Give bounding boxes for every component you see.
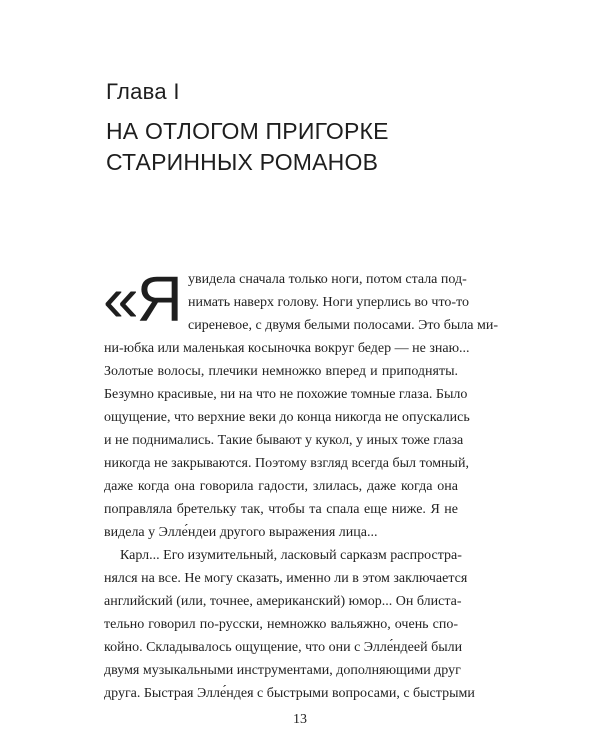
text-line: койно. Складывалось ощущение, что они с Элле́ндеей были xyxy=(104,640,463,655)
text-line: друга. Быстрая Элле́ндея с быстрыми вопросами, с быстрыми xyxy=(104,686,475,701)
chapter-title: НА ОТЛОГОМ ПРИГОРКЕ СТАРИННЫХ РОМАНОВ xyxy=(106,118,389,175)
page-number: 13 xyxy=(293,712,307,727)
text-line: ни-юбка или маленькая косыночка вокруг бедер — не знаю... xyxy=(104,341,470,356)
text-line: нялся на все. Не могу сказать, именно ли в этом заключается xyxy=(104,571,468,586)
text-line: ощущение, что верхние веки до конца никогда не опускались xyxy=(104,410,470,425)
text-line: английский (или, точнее, американский) юмор... Он блиста- xyxy=(104,594,462,609)
text-line: двумя музыкальными инструментами, дополняющими друг xyxy=(104,663,461,678)
text-line: Золотые волосы, плечики немножко вперед и приподняты. xyxy=(104,364,458,379)
text-line: тельно говорил по-русски, немножко вальяжно, очень спо- xyxy=(104,617,458,632)
text-line: увидела сначала только ноги, потом стала под- xyxy=(188,272,467,287)
chapter-label: Глава I xyxy=(106,79,180,104)
drop-cap: «Я xyxy=(103,263,181,335)
text-line: видела у Элле́ндеи другого выражения лица... xyxy=(104,525,378,540)
text-line: сиреневое, с двумя белыми полосами. Это была ми- xyxy=(188,318,499,333)
text-line: даже когда она говорила гадости, злилась, даже когда она xyxy=(104,479,458,494)
text-line: нимать наверх голову. Ноги уперлись во что-то xyxy=(188,295,470,310)
text-line: никогда не закрываются. Поэтому взгляд всегда был томный, xyxy=(104,456,469,471)
text-line: поправляла бретельку так, чтобы та спала еще ниже. Я не xyxy=(104,502,458,517)
text-line: Безумно красивые, ни на что не похожие томные глаза. Было xyxy=(104,387,468,402)
text-line: и не поднимались. Такие бывают у кукол, у иных тоже глаза xyxy=(104,433,464,448)
text-line: Карл... Его изумительный, ласковый сарказм распростра- xyxy=(120,548,462,563)
